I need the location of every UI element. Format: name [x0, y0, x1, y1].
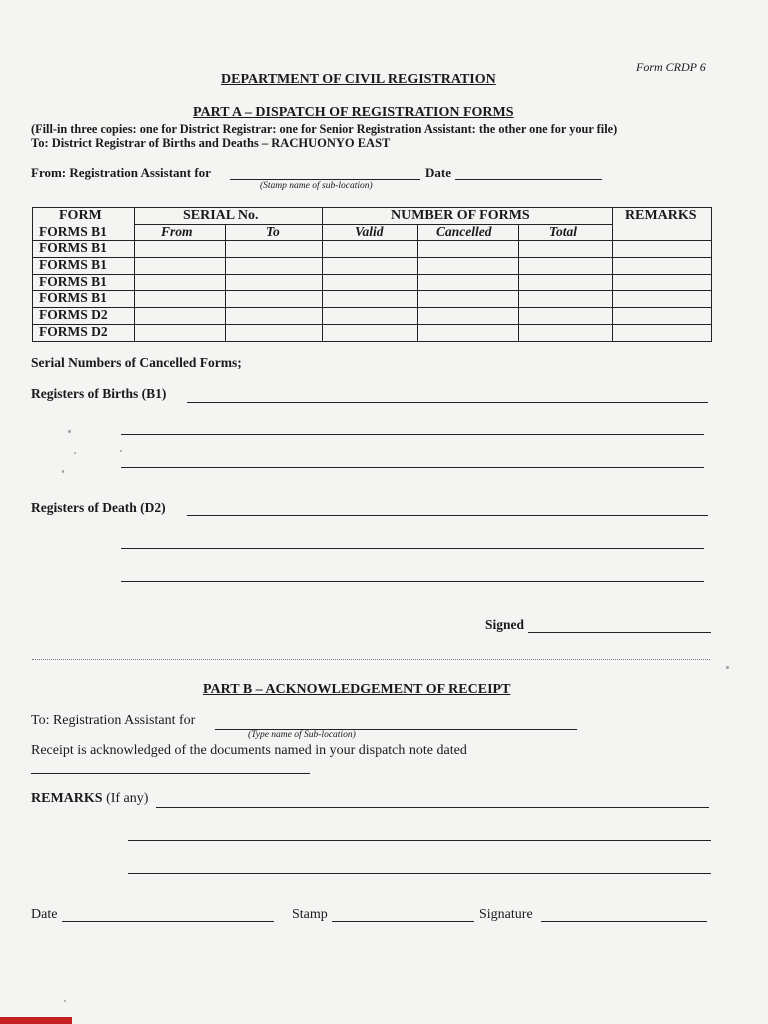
deaths-field[interactable] — [187, 515, 708, 516]
from-label: From: Registration Assistant for — [31, 165, 211, 180]
col-remarks-header: REMARKS — [625, 208, 697, 223]
col-serial-header: SERIAL No. — [183, 208, 259, 223]
to-assistant-label: To: Registration Assistant for — [31, 713, 196, 728]
row-label: FORMS B1 — [39, 240, 107, 255]
remarks-label — [31, 791, 148, 807]
instruction-text: (Fill-in three copies: one for District Registrar: one for Senior Registration Assistant: the other one for your file) — [31, 122, 618, 136]
date-field[interactable] — [455, 179, 602, 180]
scan-speck — [74, 452, 76, 454]
part-a-title: PART A – DISPATCH OF REGISTRATION FORMS — [193, 105, 514, 120]
signature-label: Signature — [479, 907, 533, 922]
subcol-cancelled: Cancelled — [436, 224, 492, 239]
subcol-from: From — [161, 224, 193, 239]
row-label: FORMS B1 — [39, 274, 107, 289]
remarks-label-bold: REMARKS — [31, 791, 103, 806]
births-field-line-3[interactable] — [121, 467, 704, 468]
department-title: DEPARTMENT OF CIVIL REGISTRATION — [221, 72, 496, 87]
bottom-date-label: Date — [31, 907, 58, 922]
births-field-line-2[interactable] — [121, 434, 704, 435]
part-b-title: PART B – ACKNOWLEDGEMENT OF RECEIPT — [203, 682, 511, 697]
row-label: FORMS D2 — [39, 307, 108, 322]
scan-speck — [68, 430, 71, 433]
row-label: FORMS B1 — [39, 224, 107, 239]
cancelled-heading: Serial Numbers of Cancelled Forms; — [31, 355, 242, 370]
dispatch-date-field[interactable] — [31, 773, 310, 774]
stamp-field[interactable] — [332, 921, 474, 922]
to-assistant-hint: (Type name of Sub-location) — [248, 730, 356, 740]
scan-speck — [120, 450, 122, 452]
col-number-header: NUMBER OF FORMS — [391, 208, 530, 223]
receipt-text: Receipt is acknowledged of the documents named in your dispatch note dated — [31, 743, 467, 758]
scan-speck — [64, 1000, 66, 1002]
deaths-field-line-2[interactable] — [121, 548, 704, 549]
remarks-label-rest: (If any) — [102, 791, 149, 806]
signature-field[interactable] — [541, 921, 707, 922]
stamp-label: Stamp — [292, 907, 328, 922]
col-form-header: FORM — [59, 208, 102, 223]
scan-speck — [726, 666, 729, 669]
remarks-field-line-3[interactable] — [128, 873, 711, 874]
form-code: Form CRDP 6 — [636, 60, 706, 74]
from-hint: (Stamp name of sub-location) — [260, 181, 373, 191]
subcol-total: Total — [549, 224, 578, 239]
scan-speck — [62, 470, 64, 473]
row-label: FORMS D2 — [39, 324, 108, 339]
signed-label: Signed — [485, 617, 525, 632]
deaths-label: Registers of Death (D2) — [31, 500, 166, 515]
deaths-field-line-3[interactable] — [121, 581, 704, 582]
signed-field[interactable] — [528, 632, 711, 633]
row-label: FORMS B1 — [39, 290, 107, 305]
red-edge-mark — [0, 1017, 72, 1024]
dispatch-table — [32, 207, 712, 342]
date-label: Date — [425, 165, 451, 180]
births-label: Registers of Births (B1) — [31, 386, 167, 401]
subcol-valid: Valid — [355, 224, 384, 239]
row-label: FORMS B1 — [39, 257, 107, 272]
remarks-field-line-2[interactable] — [128, 840, 711, 841]
to-registrar-line: To: District Registrar of Births and Deaths – RACHUONYO EAST — [31, 136, 391, 150]
section-divider — [32, 659, 710, 660]
remarks-field[interactable] — [156, 807, 709, 808]
births-field[interactable] — [187, 402, 708, 403]
bottom-date-field[interactable] — [62, 921, 274, 922]
from-field[interactable] — [230, 179, 420, 180]
subcol-to: To — [266, 224, 280, 239]
